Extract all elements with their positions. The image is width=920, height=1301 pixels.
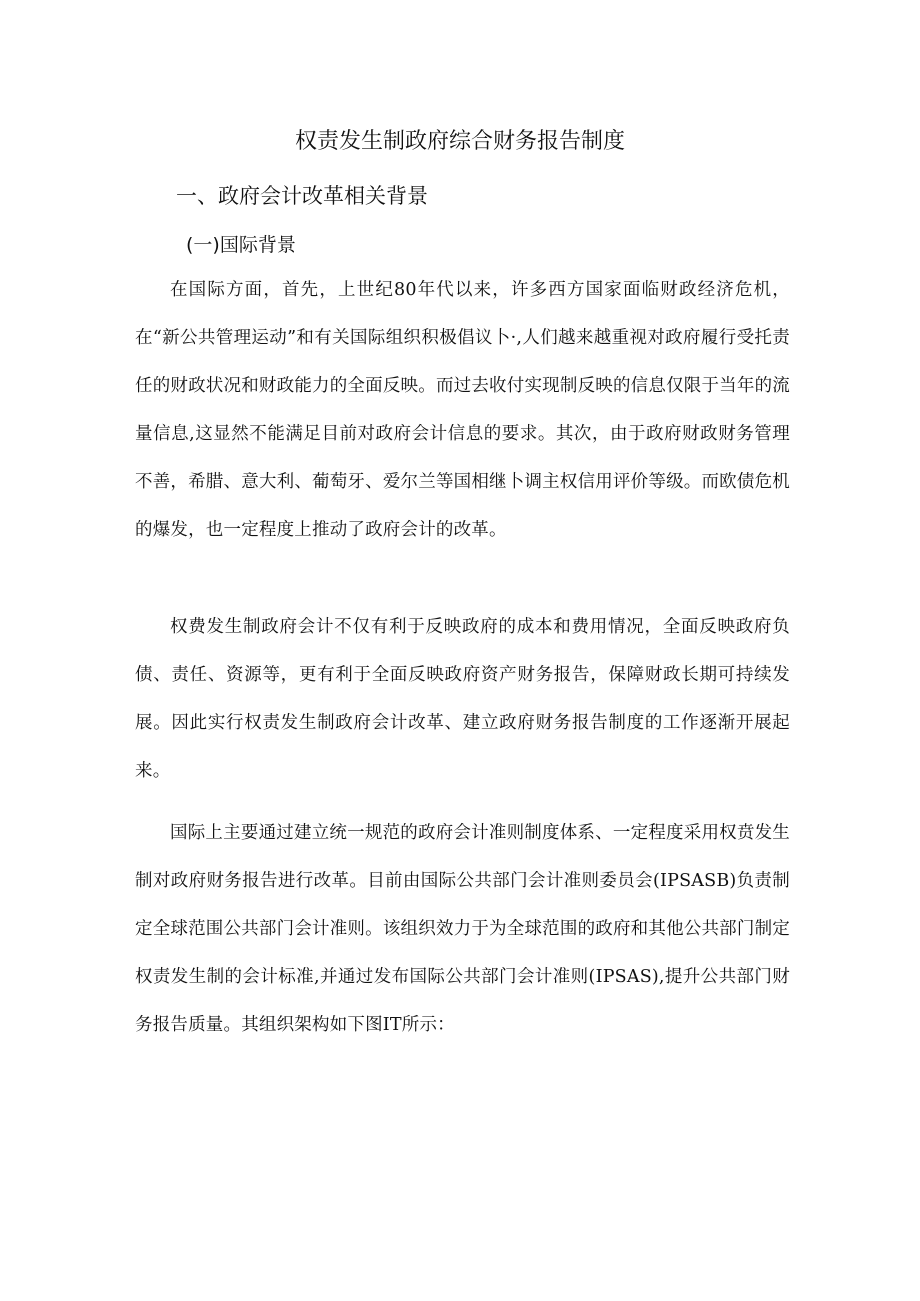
section-heading: 一、政府会计改革相关背景 bbox=[176, 184, 428, 208]
subsection-heading: (一)国际背景 bbox=[186, 234, 296, 256]
paragraph-3: 国际上主要通过建立统一规范的政府会计准则制度体系、一定程度采用权贲发生制对政府财务报告进行改革。目前由国际公共部门会计准则委员会(IPSASB)负责制定全球范围公共部门会计准则。该组织效力于为全球范围的政府和其他公共部门制定权责发生制的会计标准,并通过发布国际公共部门会计准则(IPSAS),提升公共部门财务报告质量。其组织架构如下图IT所示： bbox=[135, 823, 790, 1035]
document-title: 权责发生制政府综合财务报告制度 bbox=[294, 129, 625, 154]
paragraph-1: 在国际方面，首先，上世纪80年代以来，许多西方国家面临财政经济危机，在“新公共管理运动”和有关国际组织积极倡议卜·,人们越来越重视对政府履行受托责任的财政状况和财政能力的全面反映。而过去收付实现制反映的信息仅限于当年的流量信息,这显然不能满足目前对政府会计信息的要求。其次，由于政府财政财务管理不善，希腊、意大利、葡萄牙、爱尔兰等国相继卜调主权信用评价等级。而欧债危机的爆发，也一定程度上推动了政府会计的改革。 bbox=[135, 280, 790, 540]
paragraph-2: 权费发生制政府会计不仅有利于反映政府的成本和费用情况，全面反映政府负债、责任、资源等，更有利于全面反映政府资产财务报告，保障财政长期可持续发展。因此实行权责发生制政府会计改革、建立政府财务报告制度的工作逐渐开展起来。 bbox=[135, 617, 790, 781]
